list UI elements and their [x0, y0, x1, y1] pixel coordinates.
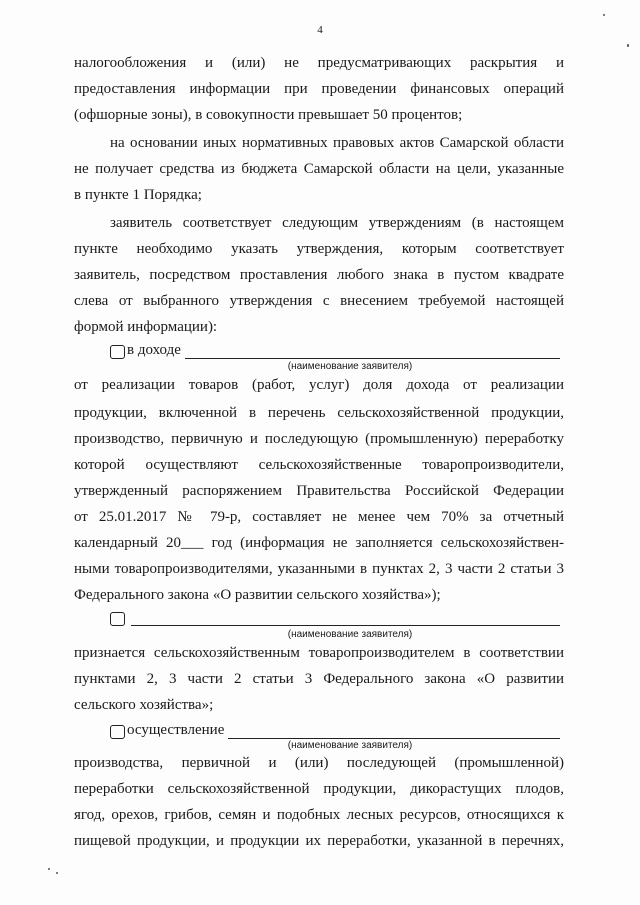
text-line: ными товаропроизводителями, указанными в пунктах 2, 3 части 2 статьи 3 [74, 561, 564, 577]
income-checkbox[interactable] [110, 345, 125, 359]
page-number: 4 [317, 24, 323, 36]
field-caption: (наименование заявителя) [287, 629, 413, 640]
text-line: пищевой продукции, и продукции их переработки, указанной в перечнях, [74, 833, 564, 849]
applicant-name-blank[interactable] [228, 724, 560, 739]
producer-checkbox[interactable] [110, 612, 125, 626]
scan-speck [48, 868, 50, 870]
text-line: пункте необходимо указать утверждения, которым соответствует [74, 241, 564, 257]
text-line: на основании иных нормативных правовых актов Самарской области [110, 135, 564, 151]
text-line: слева от выбранного утверждения с внесением требуемой настоящей [74, 293, 564, 309]
text-line: признается сельскохозяйственным товаропроизводителем в соответствии [74, 645, 564, 661]
text-line: (офшорные зоны), в совокупности превышает 50 процентов; [74, 107, 463, 123]
income-field-label: в доходе [127, 342, 181, 358]
text-line: календарный 20___ год (информация не заполняется сельскохозяйствен- [74, 535, 564, 551]
text-line: формой информации): [74, 319, 218, 335]
text-line: налогообложения и (или) не предусматривающих раскрытия и [74, 55, 564, 71]
text-line: от 25.01.2017 № 79-р, составляет не менее чем 70% за отчетный [74, 509, 564, 525]
applicant-name-blank[interactable] [131, 611, 560, 626]
text-line: предоставления информации при проведении финансовых операций [74, 81, 564, 97]
text-line: утвержденный распоряжением Правительства Российской Федерации [74, 483, 564, 499]
text-line: которой осуществляют сельскохозяйственные товаропроизводители, [74, 457, 564, 473]
text-line: не получает средства из бюджета Самарской области на цели, указанные [74, 161, 564, 177]
activity-field-row [110, 721, 560, 739]
scan-speck [56, 872, 58, 874]
scan-speck [627, 44, 629, 47]
text-line: Федерального закона «О развитии сельского хозяйства»); [74, 587, 441, 603]
text-line: продукции, включенной в перечень сельскохозяйственной продукции, [74, 405, 564, 421]
text-line: заявитель, посредством проставления любого знака в пустом квадрате [74, 267, 564, 283]
producer-field-row [110, 611, 560, 626]
text-line: производства, первичной и (или) последующей (промышленной) [74, 755, 564, 771]
text-line: от реализации товаров (работ, услуг) доля дохода от реализации [74, 377, 564, 393]
text-line: в пункте 1 Порядка; [74, 187, 202, 203]
text-line: переработки сельскохозяйственной продукции, дикорастущих плодов, [74, 781, 564, 797]
scan-speck [603, 14, 605, 16]
field-caption: (наименование заявителя) [287, 740, 413, 751]
text-line: пунктами 2, 3 части 2 статьи 3 Федерального закона «О развитии [74, 671, 564, 687]
income-field-row [110, 341, 560, 359]
text-line: ягод, орехов, грибов, семян и подобных лесных ресурсов, относящихся к [74, 807, 564, 823]
field-caption: (наименование заявителя) [287, 361, 413, 372]
text-line: заявитель соответствует следующим утверждениям (в настоящем [110, 215, 564, 231]
applicant-name-blank[interactable] [185, 344, 560, 359]
text-line: производство, первичную и последующую (промышленную) переработку [74, 431, 564, 447]
text-line: сельского хозяйства»; [74, 697, 214, 713]
activity-field-label: осуществление [127, 722, 225, 738]
activity-checkbox[interactable] [110, 725, 125, 739]
